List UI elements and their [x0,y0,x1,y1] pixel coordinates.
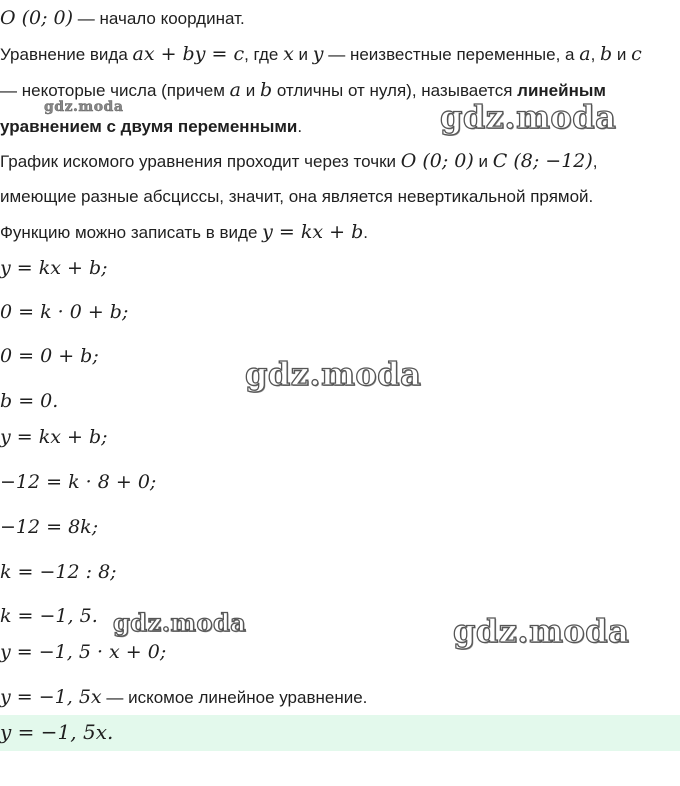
math: b [259,79,273,101]
math: x [283,43,294,65]
math: C (8; −12) [492,150,593,172]
watermark: gdz.moda [245,355,422,393]
math: y [312,43,324,65]
equation-step: y = −1, 5 · x + 0; [0,641,167,663]
final-answer: y = −1, 5x. [0,720,114,744]
math: y = kx + b [262,221,364,243]
text: и [293,45,313,64]
text: — начало координат. [73,9,245,28]
equation-step: y = kx + b; [0,257,108,279]
text: График искомого уравнения проходит через точки [0,152,401,171]
watermark: gdz.moda [113,608,247,637]
math: y = −1, 5x [0,686,102,708]
equation-step: 0 = 0 + b; [0,345,99,367]
function-form-line [0,220,368,245]
text: Функцию можно записать в виде [0,223,263,242]
text: — искомое линейное уравнение. [101,688,368,707]
text: . [363,223,368,242]
equation-step: −12 = k · 8 + 0; [0,471,157,493]
math: O (0; 0) [400,150,474,172]
text: , где [244,45,284,64]
text: отличны от нуля), называется [272,81,518,100]
math: a [579,43,591,65]
equation-step: y = kx + b; [0,426,108,448]
linear-equation-definition-line-1 [0,42,642,67]
math: ax + by = c [132,43,245,65]
math: c [631,43,642,65]
watermark: gdz.moda [44,99,124,115]
text: , [592,152,598,171]
sought-equation-line [0,685,367,710]
text: и [612,45,632,64]
bold-term: линейным [517,81,606,100]
text: и [241,81,260,100]
math: a [229,79,241,101]
bold-term: уравнением с двумя переменными [0,117,298,136]
origin-definition [0,6,245,31]
equation-step: k = −1, 5. [0,605,98,627]
text: имеющие разные абсциссы, значит, она является невертикальной прямой. [0,187,594,206]
text: — неизвестные переменные, а [323,45,580,64]
linear-equation-definition-line-3 [0,115,302,139]
equation-step: k = −12 : 8; [0,561,117,583]
watermark: gdz.moda [440,98,617,136]
text: . [297,117,303,136]
equation-step: −12 = 8k; [0,516,99,538]
equation-step: b = 0. [0,390,59,412]
text: , [590,45,601,64]
text: — некоторые числа (причем [0,81,230,100]
text: Уравнение вида [0,45,133,64]
watermark: gdz.moda [453,612,630,650]
text: и [473,152,493,171]
math: O (0; 0) [0,7,74,29]
graph-points-line [0,149,598,174]
equation-step: 0 = k · 0 + b; [0,301,129,323]
math: b [600,43,613,65]
non-vertical-line [0,185,593,209]
